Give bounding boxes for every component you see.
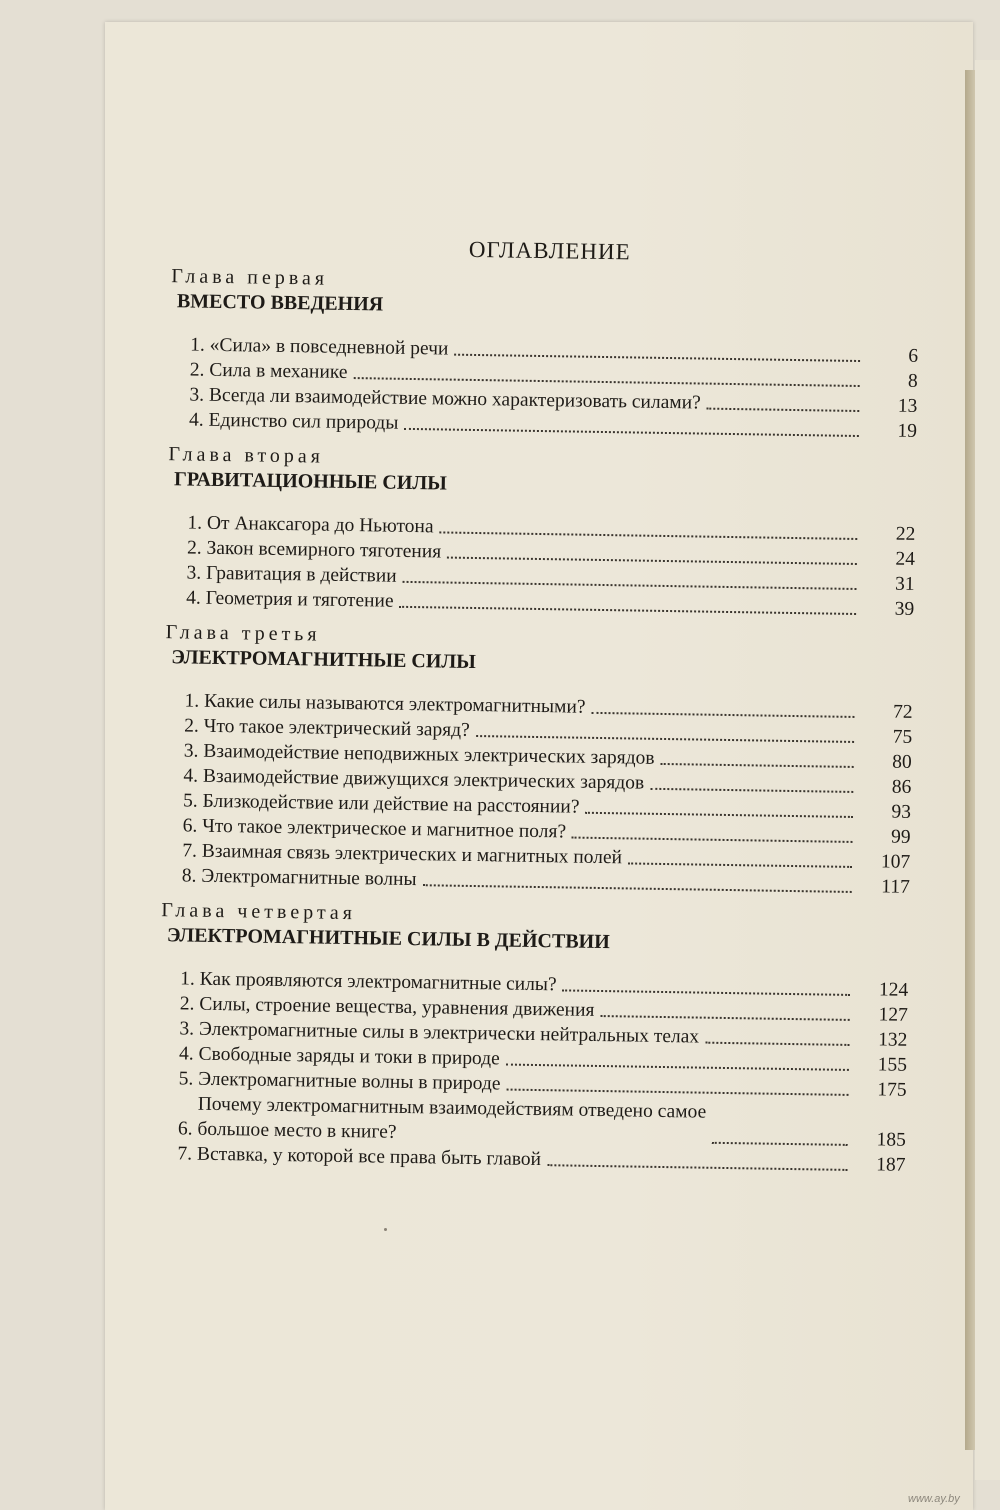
- entry-page: 124: [878, 979, 909, 1001]
- leader-dots: [563, 988, 851, 996]
- entry-title: Близкодействие или действие на расстоянии?: [202, 790, 580, 818]
- chapter-title: ВМЕСТО ВВЕДЕНИЯ: [176, 290, 384, 316]
- leader-dots: [404, 427, 859, 437]
- entry-title-line1: Почему электромагнитным взаимодействиям отведено самое: [197, 1093, 707, 1123]
- chapter-entries: [157, 332, 918, 444]
- entry-title: Электромагнитные волны: [201, 865, 417, 891]
- chapter-label: Глава вторая: [168, 443, 325, 468]
- entry-title: [197, 1092, 706, 1150]
- entry-number: 4.: [186, 587, 202, 609]
- entry-page: 72: [892, 701, 913, 723]
- chapter-label: Глава первая: [171, 265, 329, 290]
- leader-dots: [454, 353, 860, 362]
- entry-title: Взаимная связь электрических и магнитных полей: [201, 840, 623, 869]
- entry-title-line2: большое место в книге?: [197, 1118, 397, 1143]
- entry-number: 5.: [182, 790, 198, 812]
- chapter-label: Глава четвертая: [161, 899, 357, 925]
- entry-page: 155: [877, 1054, 908, 1076]
- entry-page: 22: [895, 523, 916, 545]
- entry-title: Закон всемирного тяготения: [206, 537, 442, 563]
- chapter-1: [157, 264, 920, 444]
- leader-dots: [399, 605, 856, 615]
- entry-page: 187: [876, 1154, 906, 1176]
- book-gutter: [965, 70, 975, 1450]
- entry-page: 86: [891, 776, 912, 798]
- chapter-4: [145, 898, 909, 1178]
- entry-page: 24: [895, 548, 916, 570]
- entry-number: 1.: [180, 968, 196, 990]
- entry-number: 1.: [187, 512, 203, 534]
- leader-dots: [423, 883, 852, 893]
- chapter-title: ЭЛЕКТРОМАГНИТНЫЕ СИЛЫ В ДЕЙСТВИИ: [166, 924, 610, 954]
- entry-title: Взаимодействие неподвижных электрических зарядов: [203, 740, 655, 769]
- table-of-contents: [145, 232, 920, 1188]
- entry-number: 3.: [186, 562, 202, 584]
- entry-page: 117: [881, 876, 910, 898]
- leader-dots: [705, 1041, 849, 1046]
- entry-title: Взаимодействие движущихся электрических зарядов: [202, 765, 645, 794]
- entry-number: 2.: [189, 359, 205, 381]
- entry-title: Всегда ли взаимодействие можно характеризовать силами?: [208, 384, 701, 414]
- entry-page: 99: [890, 826, 911, 848]
- leader-dots: [506, 1063, 849, 1071]
- leader-dots: [403, 580, 857, 590]
- entry-page: 6: [908, 345, 919, 367]
- chapter-title: ЭЛЕКТРОМАГНИТНЫЕ СИЛЫ: [171, 646, 477, 674]
- chapter-2: [154, 442, 917, 622]
- entry-number: 3.: [183, 740, 199, 762]
- entry-title: Вставка, у которой все права быть главой: [196, 1143, 542, 1171]
- entry-title: Единство сил природы: [208, 409, 399, 434]
- entry-page: 31: [894, 573, 915, 595]
- entry-number: 7.: [182, 840, 198, 862]
- entry-number: 7.: [177, 1143, 193, 1165]
- leader-dots: [650, 787, 853, 793]
- leader-dots: [572, 836, 853, 843]
- entry-title: Как проявляются электромагнитные силы?: [199, 968, 557, 996]
- watermark: www.ay.by: [908, 1493, 960, 1505]
- entry-number: 4.: [178, 1043, 194, 1065]
- entry-number: 2.: [179, 993, 195, 1015]
- entry-title: Гравитация в действии: [205, 562, 397, 587]
- entry-number: 1.: [190, 334, 206, 356]
- leader-dots: [547, 1163, 847, 1171]
- entry-title: Электромагнитные волны в природе: [198, 1068, 501, 1095]
- leader-dots: [476, 734, 854, 743]
- entry-title: Сила в механике: [209, 359, 348, 383]
- leader-dots: [447, 556, 857, 565]
- entry-number: 3.: [189, 384, 205, 406]
- leader-dots: [439, 530, 857, 540]
- entry-title: Что такое электрический заряд?: [203, 715, 470, 741]
- entry-title: Что такое электрическое и магнитное поля?: [202, 815, 567, 843]
- entry-title: Какие силы называются электромагнитными?: [203, 690, 586, 718]
- entry-number: 5.: [178, 1068, 194, 1090]
- toc-title: ОГЛАВЛЕНИЕ: [468, 236, 631, 265]
- entry-page: 175: [877, 1079, 907, 1101]
- entry-number: 4.: [188, 409, 204, 431]
- entry-title: Свободные заряды и токи в природе: [198, 1043, 500, 1070]
- entry-page: 39: [894, 598, 915, 620]
- facing-page-edge: [975, 60, 1000, 1480]
- entry-number: 6.: [182, 815, 198, 837]
- leader-dots: [600, 1014, 849, 1021]
- entry-page: 80: [892, 751, 912, 773]
- chapter-3: [150, 620, 914, 900]
- entry-page: 127: [878, 1004, 908, 1026]
- entry-number: 8.: [181, 865, 197, 887]
- leader-dots: [628, 861, 852, 868]
- entry-title: От Анаксагора до Ньютона: [206, 512, 434, 538]
- entry-title: Электромагнитные силы в электрически нейтральных телах: [198, 1018, 700, 1048]
- entry-number: 3.: [179, 1018, 195, 1040]
- entry-number: 6.: [177, 1118, 193, 1140]
- entry-title: Силы, строение вещества, уравнения движения: [199, 993, 595, 1021]
- leader-dots: [591, 711, 854, 718]
- entry-number: 1.: [184, 690, 200, 712]
- chapter-entries: [145, 966, 908, 1178]
- entry-number: 4.: [183, 765, 199, 787]
- leader-dots: [506, 1088, 848, 1096]
- entry-title: Геометрия и тяготение: [205, 587, 394, 612]
- entry-page: 93: [891, 801, 912, 823]
- leader-dots: [712, 1141, 848, 1146]
- entry-number: 2.: [186, 537, 202, 559]
- entry-page: 75: [892, 726, 913, 748]
- entry-title: «Сила» в повседневной речи: [209, 334, 449, 360]
- leader-dots: [707, 407, 860, 412]
- entry-number: 2.: [184, 715, 200, 737]
- entry-page: 185: [876, 1129, 906, 1151]
- entry-page: 107: [880, 851, 911, 873]
- chapter-entries: [154, 510, 915, 622]
- leader-dots: [585, 811, 853, 818]
- entry-page: 132: [877, 1029, 908, 1051]
- chapter-label: Глава третья: [165, 621, 321, 646]
- entry-page: 19: [897, 420, 918, 442]
- leader-dots: [660, 762, 853, 768]
- paper-speck: [384, 1228, 387, 1231]
- chapter-title: ГРАВИТАЦИОННЫЕ СИЛЫ: [173, 468, 448, 495]
- chapter-entries: [150, 688, 913, 900]
- entry-page: 8: [907, 370, 918, 392]
- entry-page: 13: [897, 395, 918, 417]
